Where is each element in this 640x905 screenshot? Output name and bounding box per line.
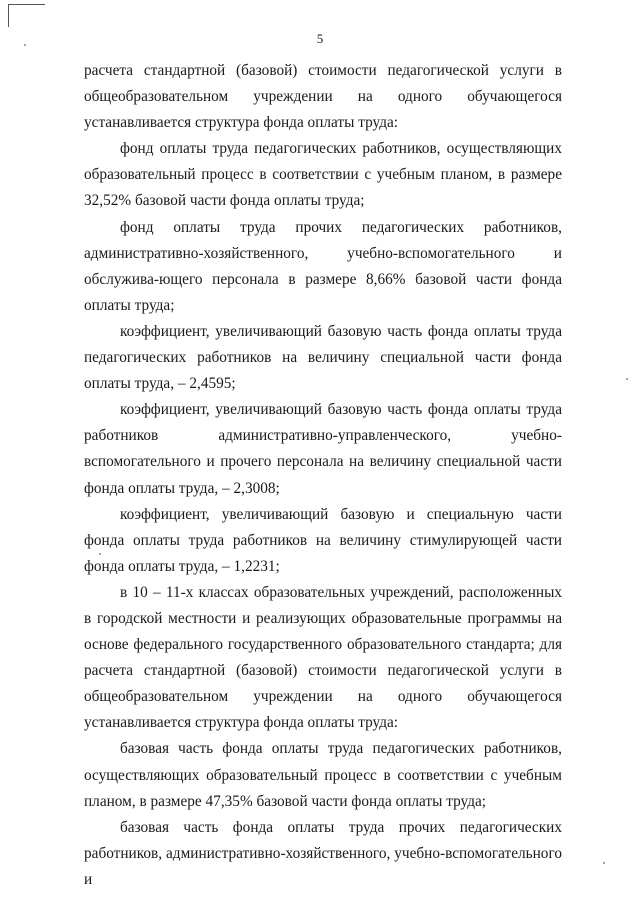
scan-speck bbox=[99, 553, 101, 555]
paragraph-9: базовая часть фонда оплаты труда прочих педагогических работников, административно-хозяйственного, учебно-вспомогательного и bbox=[84, 818, 562, 888]
scan-speck bbox=[626, 378, 628, 380]
paragraph-3: фонд оплаты труда прочих педагогических работников, административно-хозяйственного, учебно-вспомогательного и обслужива-ющего персонала в размере 8,66% базовой части фонда оплаты труда; bbox=[84, 218, 562, 314]
scan-speck bbox=[603, 862, 605, 864]
scan-corner-mark bbox=[8, 4, 45, 27]
paragraph-8: базовая часть фонда оплаты труда педагогических работников, осуществляющих образовательный процесс в соответствии с учебным планом, в размере 47,35% базовой части фонда оплаты труда; bbox=[84, 740, 562, 810]
paragraph-5: коэффициент, увеличивающий базовую часть фонда оплаты труда работников административно-управленческого, учебно-вспомогательного и прочего персонала на величину специальной части фонда оплаты труда, – 2,3008; bbox=[84, 401, 562, 497]
paragraph-4: коэффициент, увеличивающий базовую часть фонда оплаты труда педагогических работников на величину специальной части фонда оплаты труда, – 2,4595; bbox=[84, 322, 562, 393]
paragraph-7: в 10 – 11-х классах образовательных учреждений, расположенных в городской местности и реализующих образовательные программы на основе федерального государственного образовательного стандарта; для расчета стандартной (базовой) стоимости педагогической услуги в общеобразовательном учреждении на одного обучающегося устанавливается структура фонда оплаты труда: bbox=[84, 583, 562, 732]
page-number: 5 bbox=[316, 31, 324, 46]
paragraph-1: расчета стандартной (базовой) стоимости педагогической услуги в общеобразовательном учреждении на одного обучающегося устанавливается структура фонда оплаты труда: bbox=[84, 62, 562, 132]
paragraph-6: коэффициент, увеличивающий базовую и специальную части фонда оплаты труда работников на величину стимулирующей части фонда оплаты труда, – 1,2231; bbox=[84, 505, 562, 575]
paragraph-2: фонд оплаты труда педагогических работников, осуществляющих образовательный процесс в соответствии с учебным планом, в размере 32,52% базовой части фонда оплаты труда; bbox=[84, 140, 562, 210]
document-body bbox=[84, 58, 562, 893]
scan-speck bbox=[24, 44, 26, 46]
